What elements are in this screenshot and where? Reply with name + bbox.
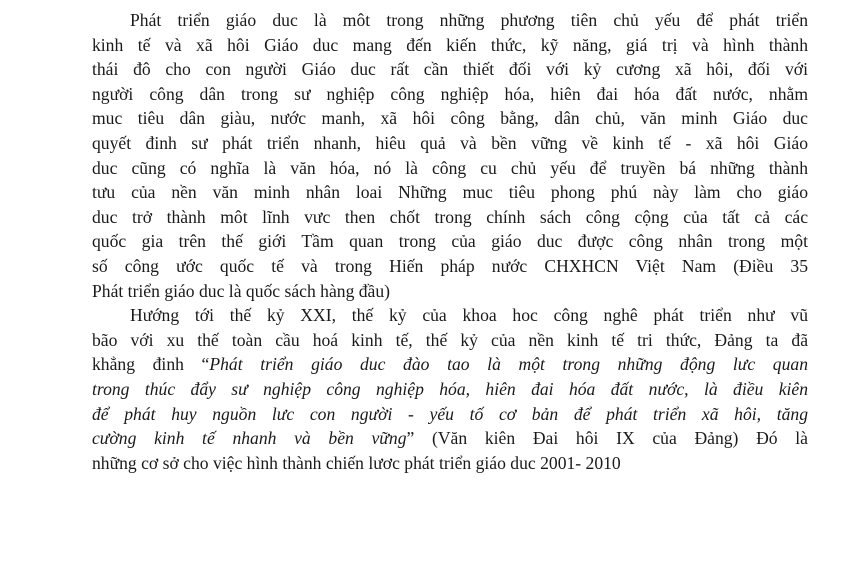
paragraph-2-line: bão với xu thế toàn cầu hoá kinh tế, thế kỷ của nền kinh tế tri thức, Đảng ta đã xyxy=(92,329,808,350)
paragraph-1-line: duc cũng có nghĩa là văn hóa, nó là công cu chủ yếu để truyền bá những thành xyxy=(92,157,808,178)
document-page xyxy=(92,8,808,475)
plain-text: khẳng đinh “ xyxy=(92,354,210,375)
paragraph-1-line: quyết đinh sư phát triển nhanh, hiêu quả và bền vững về kinh tế - xã hôi Giáo xyxy=(92,132,808,153)
quoted-text: trong thúc đẩy sư nghiệp công nghiệp hóa, hiên đai hóa đất nước, là điều kiên xyxy=(92,378,808,399)
paragraph-2-line: những cơ sở cho việc hình thành chiến lươc phát triển giáo duc 2001- 2010 xyxy=(92,452,621,473)
paragraph-2-line xyxy=(92,352,808,377)
quoted-text: để phát huy nguồn lưc con người - yếu tố cơ bản để phát triển xã hôi, tăng xyxy=(92,403,808,424)
paragraph-2-line xyxy=(92,377,808,402)
paragraph-2-line: Hướng tới thế kỷ XXI, thế kỷ của khoa hoc công nghê phát triển như vũ xyxy=(130,305,808,326)
paragraph-2-line xyxy=(92,402,808,427)
quoted-text: cường kinh tế nhanh và bền vững xyxy=(92,428,407,449)
paragraph-1-line: duc trở thành môt lĩnh vưc then chốt trong chính sách công cộng của tất cả các xyxy=(92,206,808,227)
paragraph-1-line: thái đô cho con người Giáo duc rất cần thiết đối với kỷ cương xã hôi, đối với xyxy=(92,59,808,80)
quoted-text: Phát triển giáo duc đào tao là một trong những động lưc quan xyxy=(209,354,808,375)
paragraph-1-line: quốc gia trên thế giới Tầm quan trong của giáo duc được công nhân trong một xyxy=(92,231,808,252)
paragraph-2 xyxy=(92,303,808,475)
paragraph-1-line: Phát triển giáo duc là quốc sách hàng đầu) xyxy=(92,280,391,301)
paragraph-1-line: Phát triển giáo duc là môt trong những phương tiên chủ yếu để phát triển xyxy=(130,10,808,30)
paragraph-1-line: số công ước quốc tế và trong Hiến pháp nước CHXHCN Việt Nam (Điều 35 xyxy=(92,255,808,276)
paragraph-1-line: người công dân trong sư nghiệp công nghiệp hóa, hiên đai hóa đất nước, nhằm xyxy=(92,83,808,104)
paragraph-2-line xyxy=(92,426,808,451)
paragraph-1-line: muc tiêu dân giàu, nước manh, xã hôi công bằng, dân chủ, văn minh Giáo duc xyxy=(92,108,808,129)
citation-text: ” (Văn kiên Đai hôi IX của Đảng) Đó là xyxy=(406,428,808,449)
paragraph-1-line: tưu của nền văn minh nhân loai Những muc tiêu phong phú này làm cho giáo xyxy=(92,182,808,203)
paragraph-1 xyxy=(92,8,808,303)
paragraph-1-line: kinh tế và xã hôi Giáo duc mang đến kiến thức, kỹ năng, giá trị và hình thành xyxy=(92,34,808,55)
